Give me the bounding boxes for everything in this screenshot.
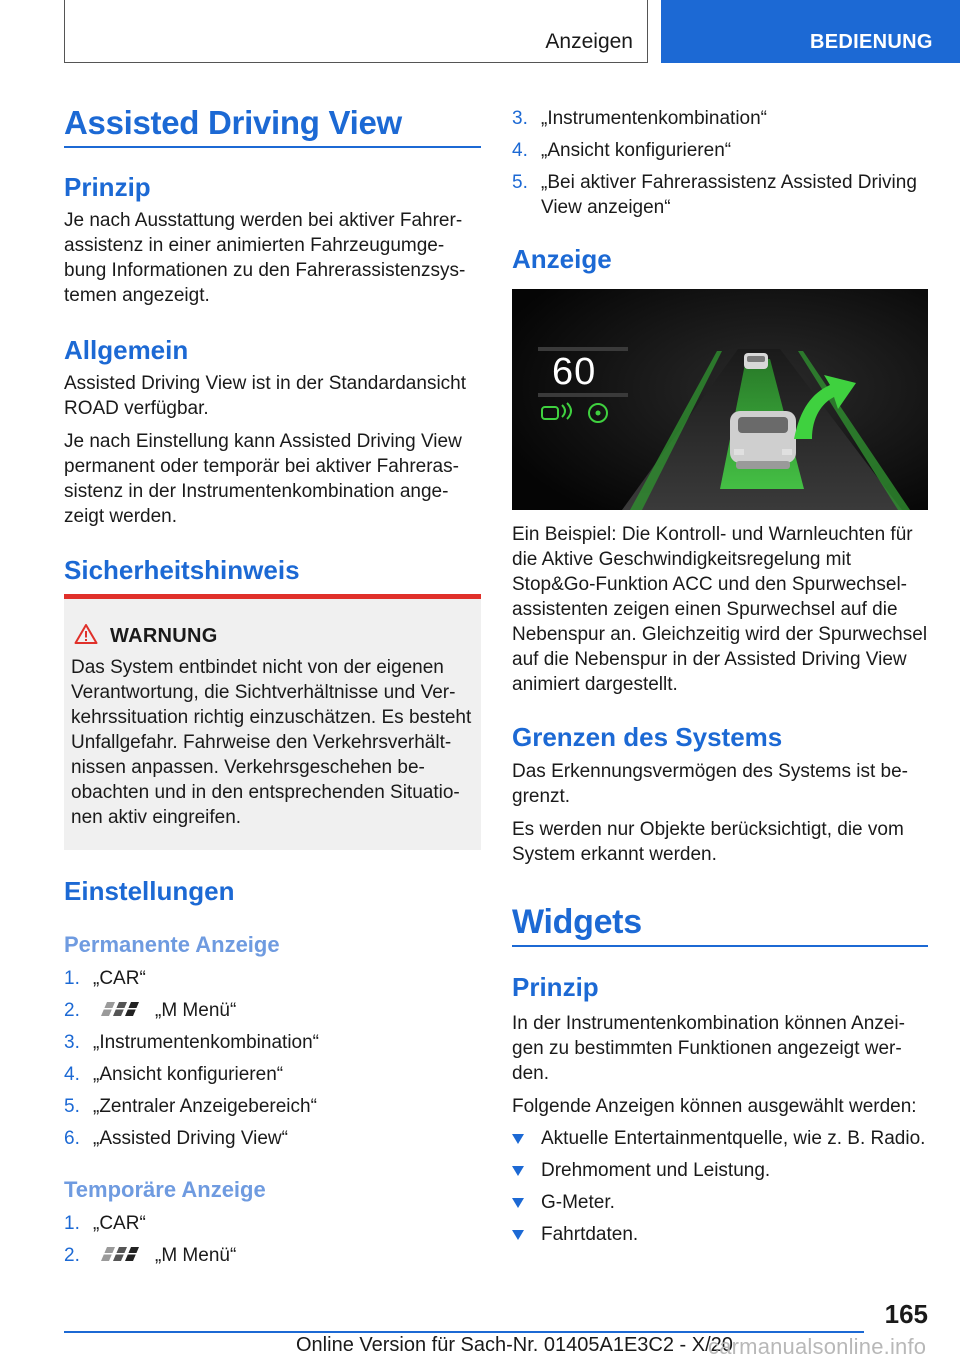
anzeige-text: Ein Beispiel: Die Kontroll- und Warnleuchten für die Aktive Geschwindigkeitsregelung mit Stop&Go-Funktion ACC und den Spurwechsel-assistenten zeigen einen Spurwechsel auf die Nebenspur an. Gleichzeitig wird der Spurwechsel auf die Nebenspur in der Assisted Driving View animiert dargestellt. xyxy=(512,524,928,695)
widgets-prinzip-heading: Prinzip xyxy=(512,972,599,1002)
einstellungen-heading: Einstellungen xyxy=(64,876,235,906)
bullet-triangle-icon xyxy=(512,1198,524,1208)
page-title: Assisted Driving View xyxy=(64,104,402,141)
anzeige-heading: Anzeige xyxy=(512,244,612,274)
page-number: 165 xyxy=(884,1299,928,1329)
instrument-display-image xyxy=(512,289,928,510)
grenzen-heading: Grenzen des Systems xyxy=(512,722,783,752)
m-menu-icon xyxy=(93,1000,145,1018)
footer-note: Online Version für Sach-Nr. 01405A1E3C2 - X/20 xyxy=(296,1334,733,1356)
own-car-icon xyxy=(730,411,796,469)
lead-car-icon xyxy=(744,353,768,369)
header-tab-label: BEDIENUNG xyxy=(810,31,933,53)
widgets-text-2: Folgende Anzeigen können ausgewählt werden: xyxy=(512,1096,917,1117)
allgemein-text-1: Assisted Driving View ist in der Standardansicht ROAD verfügbar. xyxy=(64,373,467,419)
m-menu-icon xyxy=(93,1245,145,1263)
header-section-box xyxy=(64,0,648,63)
watermark: carmanualsonline.info xyxy=(708,1334,927,1359)
prinzip-text: Je nach Ausstattung werden bei aktiver Fahrer-assistenz in einer animierten Fahrzeugumge-bung Informationen zu den Fahrerassistenzsys-temen angezeigt. xyxy=(64,210,466,306)
bullet-triangle-icon xyxy=(512,1166,524,1176)
footer-rule xyxy=(64,1331,864,1333)
warning-text: Das System entbindet nicht von der eigenen Verantwortung, die Sichtverhältnisse und Ver-kehrssituation richtig einzuschätzen. Es besteht Unfallgefahr. Fahrweise den Verkehrsverhält-nissen anpassen. Verkehrsgeschehen be-obachten und in den entsprechenden Situatio-nen aktiv eingreifen. xyxy=(71,657,472,828)
header-section-title: Anzeigen xyxy=(545,30,633,53)
header-tab-bedienung[interactable] xyxy=(661,0,960,63)
title-rule xyxy=(64,146,481,148)
allgemein-text-2: Je nach Einstellung kann Assisted Driving View permanent oder temporär bei aktiver Fahreras-sistenz in der Instrumentenkombination ange-zeigt werden. xyxy=(64,431,462,527)
widgets-title: Widgets xyxy=(512,903,642,941)
permanente-anzeige-heading: Permanente Anzeige xyxy=(64,932,280,957)
warning-label: WARNUNG xyxy=(110,625,218,647)
bullet-triangle-icon xyxy=(512,1230,524,1240)
widgets-text-1: In der Instrumentenkombination können Anzei-gen zu bestimmten Funktionen angezeigt wer-den. xyxy=(512,1013,905,1084)
temporaere-anzeige-heading: Temporäre Anzeige xyxy=(64,1177,266,1202)
warning-box xyxy=(64,594,481,850)
warning-triangle-icon xyxy=(74,623,98,645)
widgets-rule xyxy=(512,945,928,947)
allgemein-heading: Allgemein xyxy=(64,335,189,365)
bullet-triangle-icon xyxy=(512,1134,524,1144)
grenzen-text-2: Es werden nur Objekte berücksichtigt, die vom System erkannt werden. xyxy=(512,819,904,865)
sicherheit-heading: Sicherheitshinweis xyxy=(64,555,300,585)
prinzip-heading: Prinzip xyxy=(64,172,151,202)
grenzen-text-1: Das Erkennungsvermögen des Systems ist be-grenzt. xyxy=(512,761,909,807)
speed-readout: 60 xyxy=(552,351,597,393)
